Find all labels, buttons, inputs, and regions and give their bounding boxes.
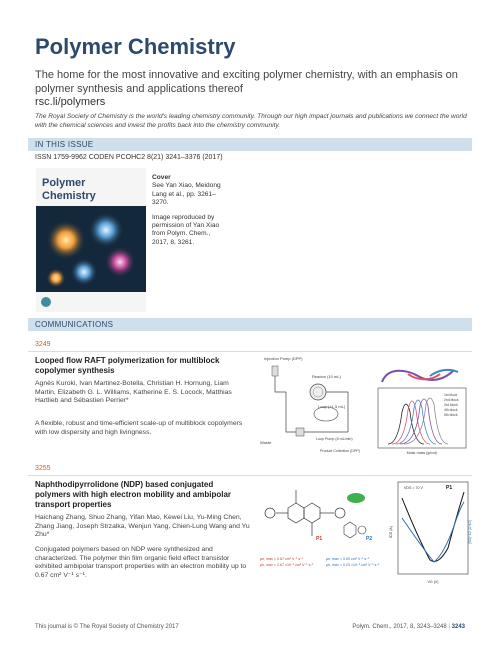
ga-sec-xaxis: Molar mass (g/mol) [406,451,438,455]
footer-citation-text: Polym. Chem., 2017, 8, 3243–3248 [352,624,447,630]
article-authors: Agnès Kuroki, Ivan Martinez-Botella, Christian H. Hornung, Liam Martin, Elizabeth G. L. Williams, Katherine E. S. Locock, Matthias Hartlieb and Sébastien Perrier* [35,380,232,405]
journal-url[interactable]: rsc.li/polymers [35,96,106,108]
ga-label-waste: Waste [260,440,272,445]
ga-label-pump: Injection Pump (DPP) [264,356,303,361]
ga-label-collection: Product Collection (DPP) [320,449,360,453]
acceptor-blob-icon [347,493,365,503]
cover-title-line2: Chemistry [42,190,96,202]
loop-pump-icon [296,428,304,436]
sec-traces-plot [378,388,466,448]
cover-caption [152,174,224,247]
ga-label-reactor: Reactor (10 mL) [312,374,341,379]
article-divider [28,475,472,476]
article-abstract: Conjugated polymers based on NDP were synthesized and characterized. The polymer thin film organic field effect transistor exhibited ambipolar transport properties with an electron mobility up to 0.67 cm² V⁻¹ s⁻¹. [35,546,247,579]
ga-plot-xaxis: VG (V) [427,580,439,584]
rsc-blurb: The Royal Society of Chemistry is the world's leading chemistry community. Through our high impact journals and publications we connect the world with the chemical sciences and invest the profits back into the chemistry community. [35,113,467,129]
cover-reproduced: Image reproduced by permission of Yan Xiao from Polym. Chem., 2017, 8, 3261. [152,213,220,246]
reactor-coil-icon [310,384,326,400]
ga-p1-mobility-h: μh, max = 2.67 ×10⁻² cm² V⁻¹ s⁻¹ [260,563,314,567]
article-page-number: 3249 [35,341,51,348]
ga-label-p1: P1 [316,536,323,542]
cover-title-line1: Polymer [42,177,86,189]
cover-label: Cover [152,174,171,181]
ga-label-loop-pump: Loop Pump (8 mL/min) [316,437,353,441]
graphical-abstract-flow-setup [258,352,472,456]
article-page-number: 3255 [35,465,51,472]
journal-title: Polymer Chemistry [35,34,236,59]
ga-p1-mobility-e: μe, max = 0.67 cm² V⁻¹ s⁻¹ [260,557,304,561]
ga-legend-item: 4th block [444,408,458,412]
cover-credit: See Yan Xiao, Meidong Lang et al., pp. 3261–3270. [152,182,221,207]
cover-artwork [36,168,146,312]
journal-tagline: The home for the most innovative and exciting polymer chemistry, with an emphasis on polymer synthesis and applications thereof [35,69,458,95]
article-title[interactable]: Looped flow RAFT polymerization for multiblock copolymer synthesis [35,356,220,375]
footer-page-number: 3243 [451,624,465,630]
ga-plot-p1-label: P1 [446,485,453,491]
ga-plot-yaxis-right: |IDS|^1/2 (A^1/2) [468,520,472,544]
cover-image[interactable] [36,168,146,312]
section-band-in-this-issue [28,138,472,151]
issue-meta: ISSN 1759-9962 CODEN PCOHC2 8(21) 3241–3376 (2017) [35,154,223,161]
article-abstract: A flexible, robust and time-efficient scale-up of multiblock copolymers with low dispersity and high livingness. [35,420,243,436]
syringe-pump-icon [272,366,278,376]
footer-copyright: This journal is © The Royal Society of Chemistry 2017 [35,624,179,630]
ga-plot-yaxis-left: IDS (A) [389,526,393,538]
ga-p2-mobility-h: μh, max = 0.23 ×10⁻² cm² V⁻¹ s⁻¹ [326,563,380,567]
article-authors: Haichang Zhang, Shuo Zhang, Yifan Mao, Kewei Liu, Yu-Ming Chen, Zhang Jiang, Joseph Strzalka, Wenjun Yang, Chien-Lung Wang and Yu Zhu* [35,514,250,539]
ga-label-loop: Loop (+1.5 mL) [318,404,346,409]
ga-p2-mobility-e: μe, max = 0.00 cm² V⁻¹ s⁻¹ [326,557,370,561]
article-title[interactable]: Naphthodipyrrolidone (NDP) based conjugated polymers with high electron mobility and ambipolar transport properties [35,480,232,509]
ga-legend-item: 3rd block [444,403,458,407]
section-label: IN THIS ISSUE [35,140,94,149]
ga-vds-label: VDS = 70 V [404,486,423,490]
section-label: COMMUNICATIONS [35,320,114,329]
ga-legend-item: 2nd block [444,398,459,402]
graphical-abstract-ndp-polymers [258,478,472,588]
rsc-logo-icon [41,297,51,307]
section-band-communications [28,318,472,331]
ga-legend-item: 5th block [444,413,458,417]
ga-legend-item: 1st block [444,393,458,397]
ga-label-p2: P2 [366,536,373,542]
footer-citation: Polym. Chem., 2017, 8, 3243–3248 | 3243 [352,624,465,630]
